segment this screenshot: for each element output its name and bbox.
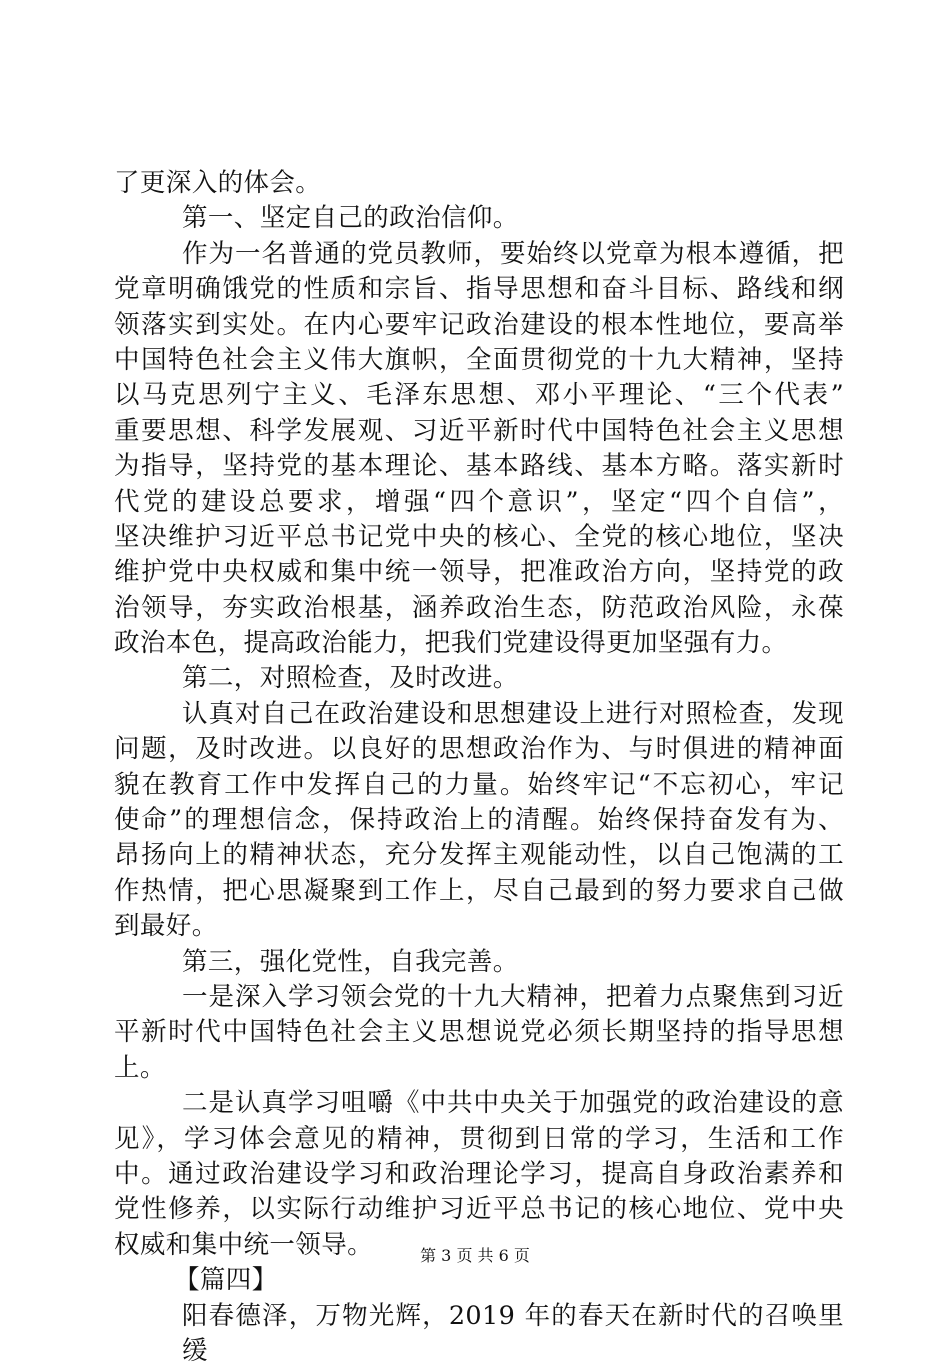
text-line: 阳春德泽，万物光辉，2019 年的春天在新时代的召唤里缓	[182, 1300, 844, 1366]
text-line: 【篇四】	[174, 1265, 278, 1296]
text-line: 二是认真学习咀嚼《中共中央关于加强党的政治建设的意	[182, 1088, 844, 1119]
text-line: 治领导，夯实政治根基，涵养政治生态，防范政治风险，永葆	[114, 592, 844, 623]
text-line: 认真对自己在政治建设和思想建设上进行对照检查，发现	[182, 698, 844, 729]
text-line: 使命”的理想信念，保持政治上的清醒。始终保持奋发有为、	[114, 805, 844, 836]
text-line: 政治本色，提高政治能力，把我们党建设得更加坚强有力。	[114, 628, 788, 659]
page-footer: 第 3 页 共 6 页	[420, 1246, 530, 1265]
text-line: 问题，及时改进。以良好的思想政治作为、与时俱进的精神面	[114, 734, 844, 765]
text-line: 平新时代中国特色社会主义思想说党必须长期坚持的指导思想	[114, 1017, 844, 1048]
text-line: 了更深入的体会。	[114, 168, 322, 198]
text-line: 第二，对照检查，及时改进。	[182, 663, 519, 694]
text-line: 作为一名普通的党员教师，要始终以党章为根本遵循，把	[182, 238, 844, 269]
document-body	[114, 166, 844, 1366]
text-line: 作热情，把心思凝聚到工作上，尽自己最到的努力要求自己做	[114, 875, 844, 906]
text-line: 到最好。	[114, 911, 218, 942]
text-line: 领落实到实处。在内心要牢记政治建设的根本性地位，要高举	[114, 309, 844, 340]
text-line: 第三，强化党性，自我完善。	[182, 946, 519, 977]
text-line: 见》，学习体会意见的精神，贯彻到日常的学习，生活和工作	[114, 1123, 844, 1154]
text-line: 上。	[114, 1052, 166, 1083]
text-line: 党章明确饿党的性质和宗旨、指导思想和奋斗目标、路线和纲	[114, 274, 844, 305]
text-line: 为指导，坚持党的基本理论、基本路线、基本方略。落实新时	[114, 451, 844, 482]
text-line: 党性修养，以实际行动维护习近平总书记的核心地位、党中央	[114, 1194, 844, 1225]
text-line: 第一、坚定自己的政治信仰。	[182, 203, 519, 234]
text-line: 权威和集中统一领导。	[114, 1229, 374, 1260]
text-line: 坚决维护习近平总书记党中央的核心、全党的核心地位，坚决	[114, 521, 844, 552]
text-line: 代党的建设总要求，增强“四个意识”，坚定“四个自信”，	[114, 486, 844, 517]
text-line: 貌在教育工作中发挥自己的力量。始终牢记“不忘初心，牢记	[114, 769, 844, 800]
text-line: 维护党中央权威和集中统一领导，把准政治方向，坚持党的政	[114, 557, 844, 588]
text-line: 昂扬向上的精神状态，充分发挥主观能动性，以自己饱满的工	[114, 840, 844, 871]
text-line: 中国特色社会主义伟大旗帜，全面贯彻党的十九大精神，坚持	[114, 344, 844, 375]
text-line: 中。通过政治建设学习和政治理论学习，提高自身政治素养和	[114, 1158, 844, 1189]
text-line: 以马克思列宁主义、毛泽东思想、邓小平理论、“三个代表”	[114, 380, 844, 411]
text-line: 重要思想、科学发展观、习近平新时代中国特色社会主义思想	[114, 415, 844, 446]
text-line: 一是深入学习领会党的十九大精神，把着力点聚焦到习近	[182, 981, 844, 1012]
